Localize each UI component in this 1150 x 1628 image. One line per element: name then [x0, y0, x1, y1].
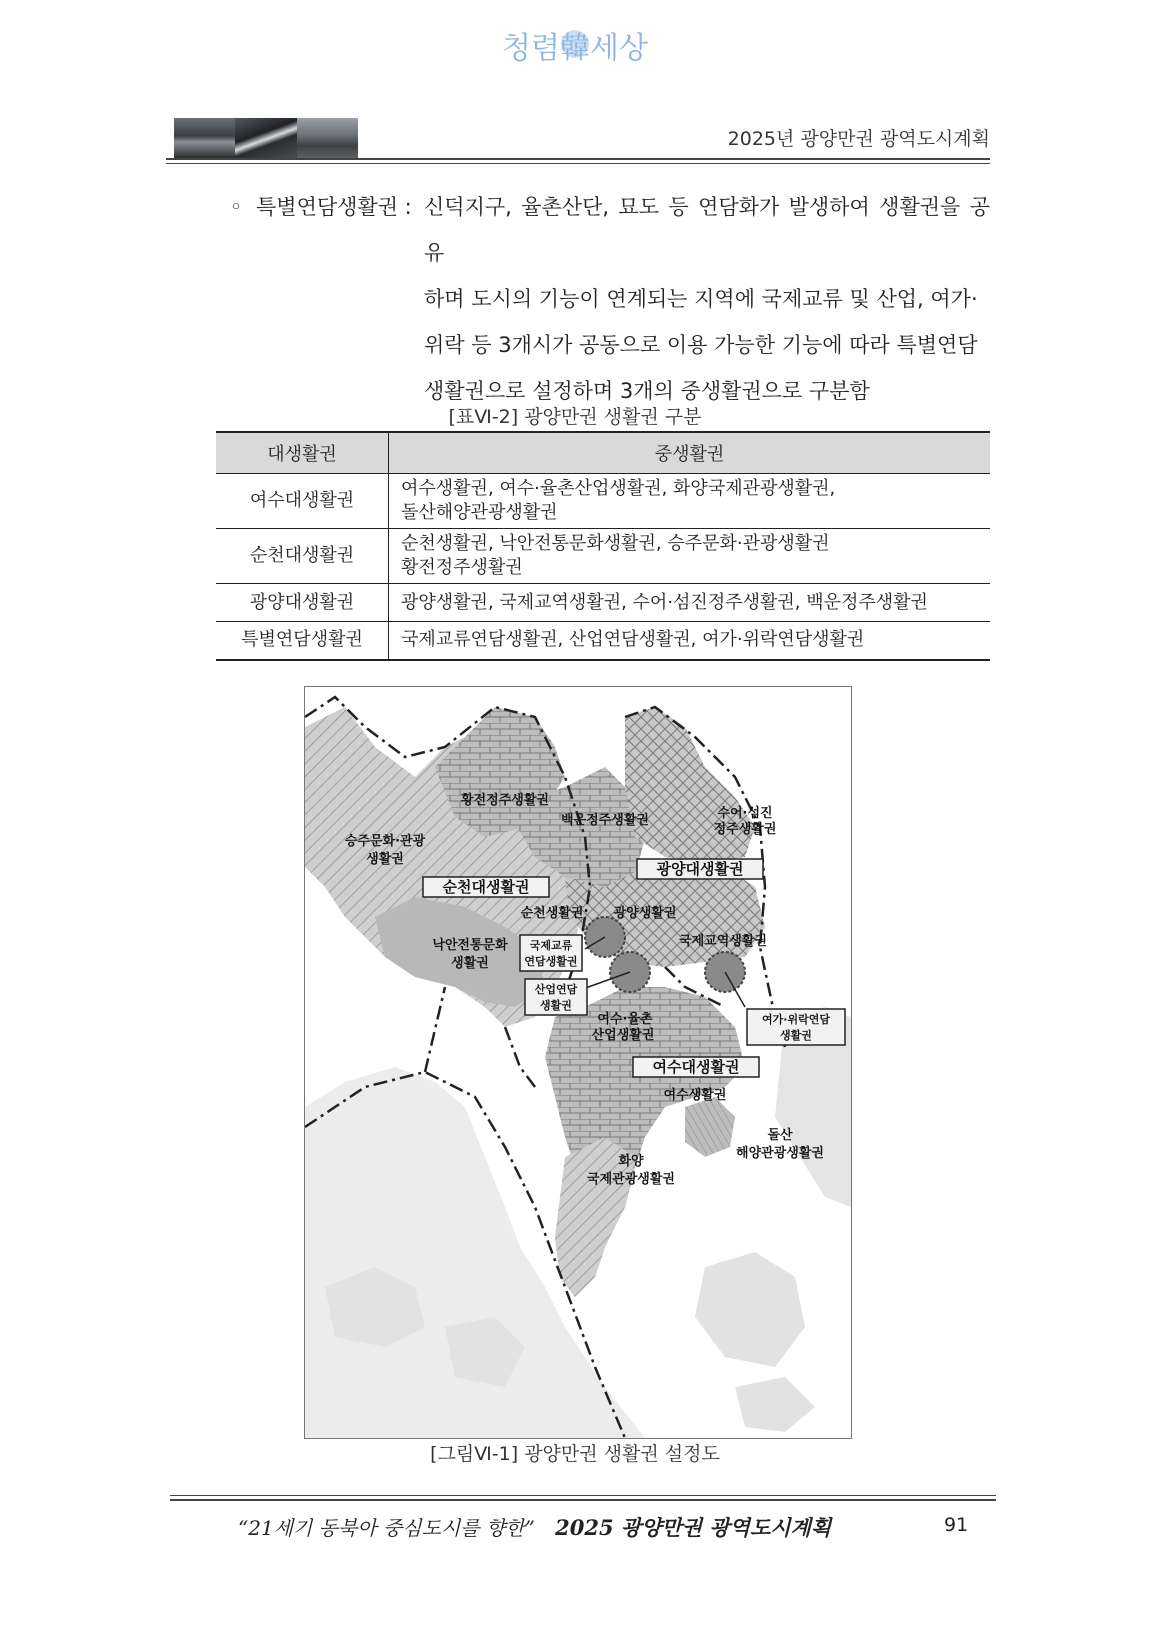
footer-slogan: “21세기 동북아 중심도시를 향한”	[238, 1516, 535, 1540]
table-cell-minor	[389, 584, 991, 622]
label-sueo-2: 정주생활권	[713, 822, 777, 837]
table-row	[216, 584, 990, 622]
header-photo-bay	[174, 118, 235, 158]
table-cell-major: 여수대생활권	[216, 474, 389, 529]
label-nagan-2: 생활권	[451, 956, 489, 971]
living-zone-map	[304, 686, 852, 1439]
living-zone-table	[216, 431, 990, 661]
header-photo-river	[235, 118, 296, 158]
label-nagan: 낙안전통문화	[432, 938, 508, 953]
label-dolsan: 돌산	[767, 1128, 793, 1143]
label-leisure-2: 생활권	[780, 1029, 812, 1042]
label-yeosu-ind-2: 산업생활권	[591, 1028, 655, 1043]
label-yeosu: 여수생활권	[663, 1088, 727, 1103]
label-dolsan-2: 해양관광생활권	[736, 1146, 824, 1161]
label-yeosu-major: 여수대생활권	[652, 1058, 740, 1076]
label-hwangjeon: 황전정주생활권	[461, 793, 549, 808]
table-cell-minor	[389, 529, 991, 584]
boundary-line	[505, 1027, 535, 1087]
table-cell-major: 순천대생활권	[216, 529, 389, 584]
label-suncheon-major: 순천대생활권	[442, 878, 530, 896]
table-cell-major: 광양대생활권	[216, 584, 389, 622]
logo	[440, 18, 710, 78]
label-hwayang-2: 국제관광생활권	[587, 1172, 675, 1187]
header-photo-city	[297, 118, 358, 158]
footer-text	[238, 1512, 831, 1542]
map-zone-dolsan	[685, 1097, 735, 1157]
label-seungju-2: 생활권	[366, 852, 404, 867]
paragraph-body	[424, 184, 990, 414]
bullet: ◦	[230, 195, 243, 219]
table-cell-line: 여수생활권, 여수·율촌산업생활권, 화양국제관광생활권,	[401, 478, 836, 499]
table-caption: [표Ⅵ-2] 광양만권 생활권 구분	[448, 406, 702, 428]
figure-caption: [그림Ⅵ-1] 광양만권 생활권 설정도	[430, 1443, 720, 1465]
table-cell-line: 황전정주생활권	[401, 557, 523, 578]
label-trade: 국제교역생활권	[679, 934, 767, 949]
table-row	[216, 622, 990, 660]
table-header-row	[216, 432, 990, 474]
label-leisure: 여가·위락연담	[762, 1013, 830, 1026]
label-baegun: 백운정주생활권	[561, 813, 649, 828]
table-cell-line: 국제교류연담생활권, 산업연담생활권, 여가·위락연담생활권	[401, 629, 865, 651]
table-cell-minor	[389, 622, 991, 660]
label-suncheon: 순천생활권	[520, 906, 584, 921]
label-yeosu-ind: 여수·율촌	[597, 1012, 653, 1027]
label-ind-2: 생활권	[540, 999, 572, 1012]
table-row	[216, 529, 990, 584]
label-sueo: 수어·섬진	[717, 806, 773, 821]
paragraph-line: 신덕지구, 율촌산단, 묘도 등 연담화가 발생하여 생활권을 공유	[424, 195, 990, 265]
table-cell-major: 특별연담생활권	[216, 622, 389, 660]
boundary-line	[425, 987, 445, 1072]
paragraph-label: 특별연담생활권 :	[256, 195, 412, 219]
table-header-major: 대생활권	[216, 432, 389, 474]
map-zone-sueo	[625, 707, 755, 862]
header-title: 2025년 광양만권 광역도시계획	[727, 128, 990, 150]
label-seungju: 승주문화·관광	[344, 834, 426, 849]
paragraph-line: 위락 등 3개시가 공동으로 이용 가능한 기능에 따라 특별연담	[424, 333, 978, 357]
label-intl-2: 연담생활권	[524, 955, 578, 968]
table-cell-line: 순천생활권, 낙안전통문화생활권, 승주문화·관광생활권	[401, 533, 830, 554]
label-gwangyang-major: 광양대생활권	[656, 860, 744, 878]
label-ind: 산업연담	[534, 983, 578, 996]
paragraph-line: 생활권으로 설정하며 3개의 중생활권으로 구분함	[424, 379, 870, 403]
page-number: 91	[944, 1514, 969, 1536]
paragraph-line: 하며 도시의 기능이 연계되는 지역에 국제교류 및 산업, 여가·	[424, 287, 978, 311]
label-hwayang: 화양	[618, 1154, 644, 1169]
footer-title: 2025 광양만권 광역도시계획	[555, 1515, 832, 1540]
table-row	[216, 474, 990, 529]
map-svg	[305, 687, 851, 1438]
table-header-minor: 중생활권	[389, 432, 991, 474]
table-cell-minor	[389, 474, 991, 529]
label-intl: 국제교류	[529, 939, 573, 952]
table-cell-line: 돌산해양관광생활권	[401, 502, 558, 523]
label-gwangyang: 광양생활권	[613, 906, 677, 921]
footer-rule	[170, 1495, 996, 1501]
header-rule	[166, 158, 990, 164]
table-cell-line: 광양생활권, 국제교역생활권, 수어·섬진정주생활권, 백운정주생활권	[401, 591, 928, 613]
header-photos	[174, 118, 358, 158]
logo-text: 청렴韓세상	[502, 31, 648, 66]
